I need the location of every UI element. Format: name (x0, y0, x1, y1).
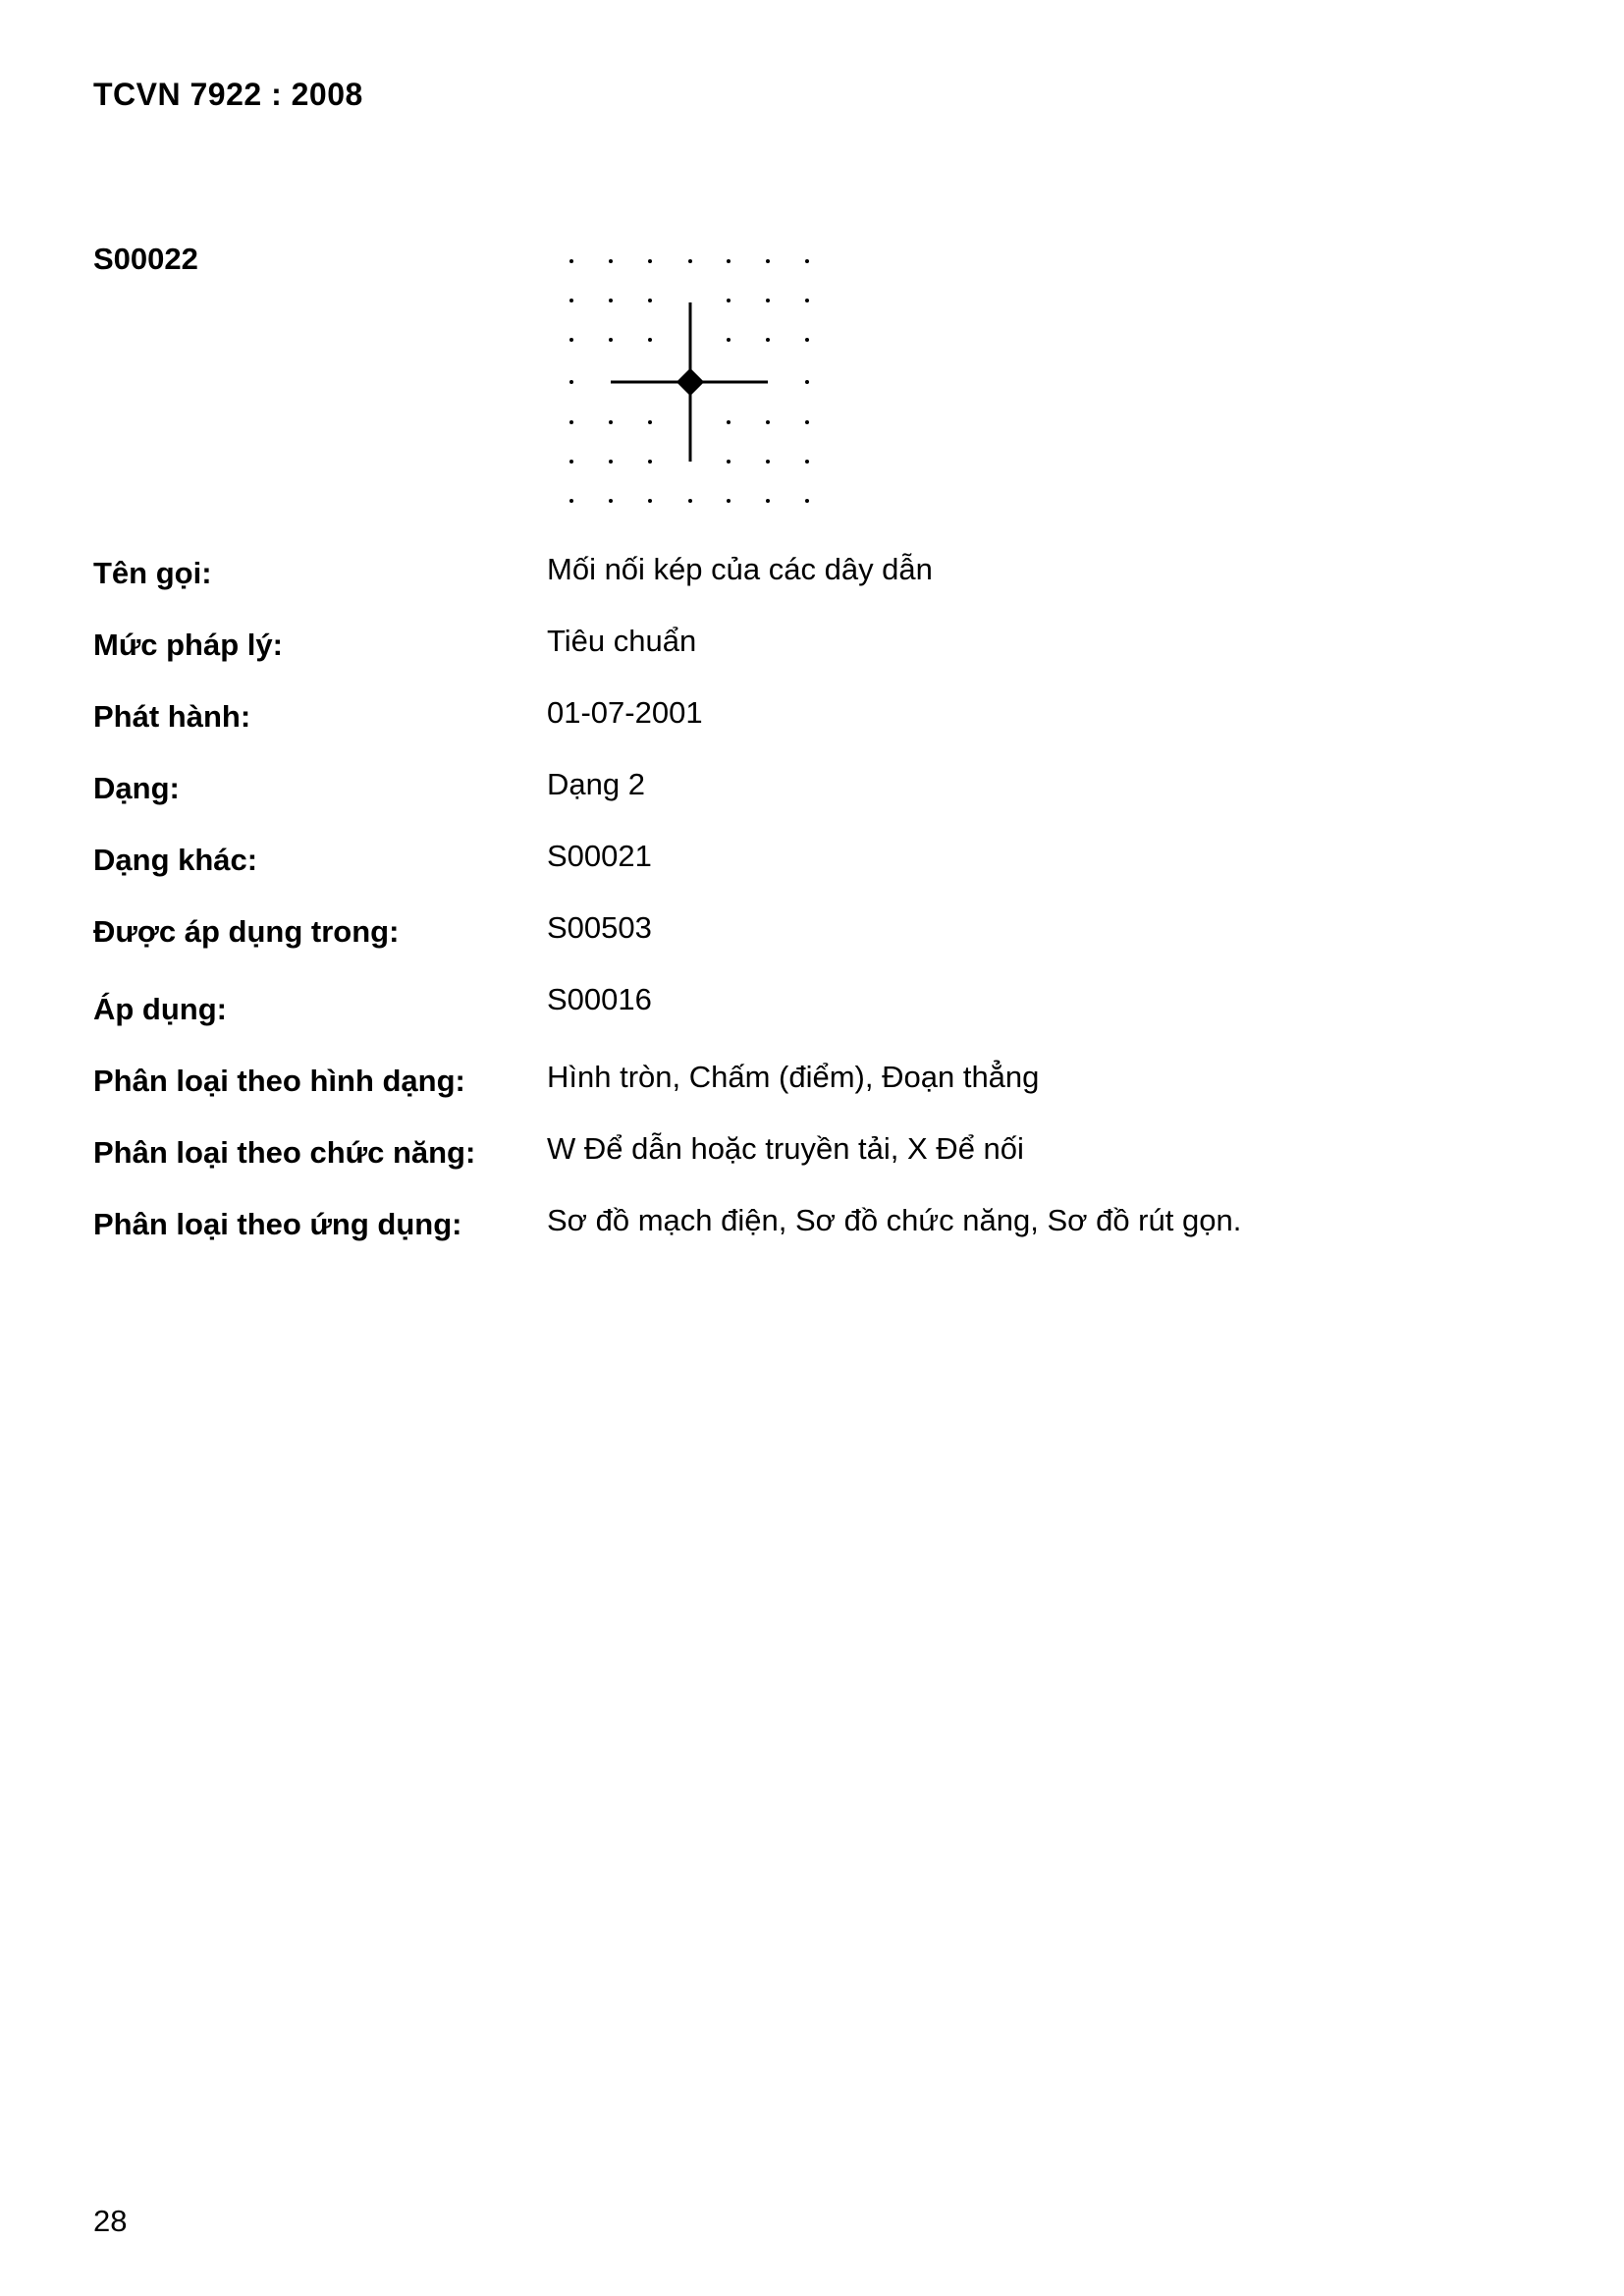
junction-dot (677, 368, 704, 396)
grid-dot (648, 299, 652, 302)
grid-dot (569, 420, 573, 424)
grid-dot (805, 380, 809, 384)
property-row (93, 1058, 1468, 1129)
grid-dot (569, 499, 573, 503)
property-label-shape-class: Phân loại theo hình dạng: (93, 1064, 465, 1098)
grid-dot (648, 499, 652, 503)
property-value-applied-in: S00503 (547, 910, 652, 945)
property-value-shape-class: Hình tròn, Chấm (điểm), Đoạn thẳng (547, 1060, 1040, 1094)
property-row (93, 980, 1468, 1058)
grid-dot (569, 259, 573, 263)
grid-dot (609, 338, 613, 342)
grid-dot (648, 338, 652, 342)
property-value-release: 01-07-2001 (547, 695, 703, 730)
grid-dot (766, 420, 770, 424)
property-value-legal-level: Tiêu chuẩn (547, 624, 697, 658)
document-header: TCVN 7922 : 2008 (93, 77, 363, 112)
property-row (93, 837, 1468, 908)
property-label-function-class: Phân loại theo chức năng: (93, 1135, 476, 1170)
property-row (93, 765, 1468, 837)
grid-dot (805, 299, 809, 302)
property-row (93, 550, 1468, 622)
property-label-form: Dạng: (93, 771, 180, 805)
grid-dot (727, 420, 731, 424)
grid-dot (569, 338, 573, 342)
grid-dot (688, 499, 692, 503)
grid-dot (805, 420, 809, 424)
property-value-function-class: W Để dẫn hoặc truyền tải, X Để nối (547, 1131, 1024, 1166)
grid-dot (648, 420, 652, 424)
junction-dot-cross-icon (550, 244, 825, 519)
grid-dot (805, 460, 809, 464)
grid-dot (766, 259, 770, 263)
grid-dot (766, 499, 770, 503)
grid-dot (727, 460, 731, 464)
grid-dot (727, 338, 731, 342)
grid-dot (805, 338, 809, 342)
property-label-release: Phát hành: (93, 699, 251, 734)
symbol-figure (550, 244, 825, 519)
grid-dot (609, 499, 613, 503)
property-value-form: Dạng 2 (547, 767, 645, 801)
property-label-other-form: Dạng khác: (93, 843, 258, 877)
grid-dot (805, 499, 809, 503)
grid-dot (609, 420, 613, 424)
property-label-applied-in: Được áp dụng trong: (93, 914, 400, 949)
grid-dot (766, 338, 770, 342)
property-row (93, 693, 1468, 765)
property-label-legal-level: Mức pháp lý: (93, 628, 283, 662)
grid-dot (648, 259, 652, 263)
grid-dot (569, 299, 573, 302)
properties-list (93, 550, 1468, 1273)
property-row (93, 1201, 1468, 1273)
property-row (93, 1129, 1468, 1201)
grid-dot (766, 299, 770, 302)
grid-dot (766, 460, 770, 464)
grid-dot (648, 460, 652, 464)
grid-dot (688, 259, 692, 263)
grid-dot (569, 380, 573, 384)
symbol-code: S00022 (93, 242, 198, 276)
property-value-other-form: S00021 (547, 839, 652, 873)
grid-dot (609, 299, 613, 302)
page-number: 28 (93, 2204, 128, 2238)
property-value-application-class: Sơ đồ mạch điện, Sơ đồ chức năng, Sơ đồ rút gọn. (547, 1203, 1242, 1237)
grid-dot (805, 259, 809, 263)
property-label-name: Tên gọi: (93, 556, 212, 590)
grid-dot (609, 460, 613, 464)
property-value-applies: S00016 (547, 982, 652, 1016)
property-row (93, 908, 1468, 980)
grid-dot (569, 460, 573, 464)
grid-dot (609, 259, 613, 263)
property-row (93, 622, 1468, 693)
property-label-applies: Áp dụng: (93, 992, 228, 1026)
grid-dot (727, 299, 731, 302)
property-value-name: Mối nối kép của các dây dẫn (547, 552, 933, 586)
grid-dot (727, 259, 731, 263)
grid-dot (727, 499, 731, 503)
property-label-application-class: Phân loại theo ứng dụng: (93, 1207, 462, 1241)
